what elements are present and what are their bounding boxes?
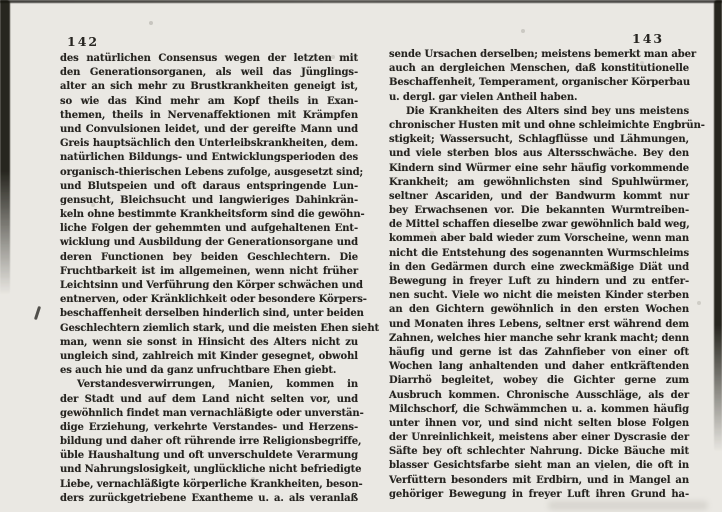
text-line: Die Krankheiten des Alters sind bey uns meistens [406,105,689,117]
text-line: der Stadt und auf dem Land nicht selten vor, und [60,393,358,405]
text-line: ungleich sind, zahlreich mit Kinder gesegnet, obwohl [60,350,358,362]
text-line: organisch-thierischen Lebens zufolge, ausgesetzt sind; [60,166,364,178]
text-line: Diarrhö begleitet, wobey die Gichter gerne zum [389,375,689,387]
right-page-number: 143 [632,31,665,46]
text-line: Wochen lang anhaltenden und daher entkräftenden [389,361,689,373]
text-line: sende Ursachen derselben; meistens bemerkt man aber [389,49,697,60]
text-line: in den Gedärmen durch eine zweckmäßige Diät und [389,261,689,273]
text-line: gehöriger Bewegung in freyer Luft ihren Grund ha- [389,488,689,500]
text-line: Kindern sind Würmer eine sehr häufig vorkommende [389,162,689,174]
text-line: so wie das Kind mehr am Kopf theils in Exan- [60,95,358,107]
right-page-text [389,48,705,502]
text-line: bildung und daher oft rührende irre Religionsbegriffe, [60,436,362,448]
bottom-smudge-artifact [548,501,708,510]
text-line: Geschlechtern ziemlich stark, und die meisten Ehen sieht [60,322,380,334]
ink-mark-artifact [34,306,41,320]
text-line: Krankheit; am gewöhnlichsten sind Spuhlwürmer, [389,176,689,188]
text-line: gensucht, Bleichsucht und langwieriges Dahinkrän- [60,194,358,206]
text-line: auch an dergleichen Menschen, daß konstitutionelle [389,63,689,75]
left-page-text [60,52,380,506]
text-line: es auch hie und da ganz unfruchtbare Ehen giebt. [60,365,337,377]
left-page-number: 142 [67,34,100,49]
text-line: entnerven, oder Kränklichkeit oder besondere Körpers- [60,294,367,306]
text-line: deren Functionen bey beiden Geschlechtern. Die [60,251,358,263]
text-line: den Generationsorganen, als weil das Jünglings- [60,67,358,79]
scan-edge-top-artifact [0,0,722,3]
text-line: u. dergl. gar vielen Antheil haben. [389,91,578,103]
text-line: gewöhnlich findet man vernachläßigte oder unverstän- [60,407,364,419]
text-line: unter ihnen vor, und sind nicht selten blose Folgen [389,417,689,429]
text-line: seltner Ascariden, und der Bandwurm kommt nur [389,190,689,202]
text-line: nen sucht. Viele wo nicht die meisten Kinder sterben [389,290,689,302]
text-line: und Monaten ihres Lebens, seltner erst während dem [389,318,689,330]
scan-edge-left-artifact [0,0,10,295]
text-line: Leichtsinn und Verführung den Körper schwächen und [60,280,363,291]
text-line: de Mittel schaffen dieselbe zwar gewöhnlich bald weg, [389,219,690,231]
text-line: bey Erwachsenen vor. Die bekannten Wurmtreiben- [389,205,689,217]
text-line: beschaffenheit derselben hinderlich sind, unter beiden [60,308,364,320]
text-line: dige Erziehung, verkehrte Verstandes- und Herzens- [60,421,358,433]
text-line: Verstandesverwirrungen, Manien, kommen in [77,379,358,391]
text-line: der Unreinlichkeit, meistens aber einer Dyscrasie der [389,432,689,444]
text-line: Greis hauptsächlich den Unterleibskrankheiten, dem. [60,138,358,150]
text-line: keln ohne bestimmte Krankheitsform sind die gewöhn- [60,209,365,221]
text-line: blasser Gesichtsfarbe sieht man an vielen, die oft in [389,460,689,472]
text-line: Verfüttern besonders mit Erdbirn, und in Mangel an [389,474,689,486]
text-line: des natürlichen Consensus wegen der letzten mit [60,53,358,64]
text-line: alter an sich mehr zu Brustkrankheiten geneigt ist, [60,81,358,93]
text-line: themen, theils in Nervenaffektionen mit Krämpfen [60,109,358,121]
text-line: Bewegung in freyer Luft zu hindern und zu entfer- [389,276,689,287]
text-line: chronischer Husten mit und ohne schleimichte Engbrün- [389,119,705,131]
text-line: und viele sterben blos aus Altersschwäche. Bey den [389,148,689,160]
text-line: kommen aber bald wieder zum Vorscheine, wenn man [389,233,689,245]
text-line: Säfte bey oft schlechter Nahrung. Dicke Bäuche mit [389,446,689,458]
text-line: und Convulsionen leidet, und der gereifte Mann und [60,123,358,135]
text-line: Milchschorf, die Schwämmchen u. a. kommen häufig [389,403,689,415]
text-line: Beschaffenheit, Temperament, organischer Körperbau [389,77,691,89]
text-line: natürlichen Bildungs- und Entwicklungsperioden des [60,152,358,164]
text-line: üble Haushaltung und oft unverschuldete Verarmung [60,450,358,462]
text-line: ders zurückgetriebene Exantheme u. a. als veranlaß [60,492,358,504]
text-line: häufig und gerne ist das Zahnfieber von einer oft [389,346,689,358]
text-line: an den Gichtern gewöhnlich in den ersten Wochen [389,304,689,316]
text-line: Zahnen, welches hier manche sehr krank macht; denn [389,332,689,344]
text-line: Ausbruch kommen. Chronische Ausschläge, als der [389,389,689,401]
text-line: nicht die Entstehung des sogenannten Wurmschleims [389,247,689,259]
text-line: stigkeit; Wassersucht, Schlagflüsse und Lähmungen, [389,134,689,146]
text-line: wicklung und Ausbildung der Generationsorgane und [60,237,358,249]
text-line: man, wenn sie sonst in Hinsicht des Alters nicht zu [60,336,358,348]
text-line: Fruchtbarkeit ist im allgemeinen, wenn nicht früher [60,265,358,277]
text-line: und Blutspeien und oft daraus entspringende Lun- [60,180,358,192]
scan-edge-right-artifact [714,0,722,452]
text-line: und Nahrungslosigkeit, unglückliche nicht befriedigte [60,464,362,476]
text-line: liche Folgen der gehemmten und aufgehaltenen Ent- [60,223,358,235]
text-line: Liebe, vernachläßigte körperliche Krankheiten, beson- [60,478,363,490]
